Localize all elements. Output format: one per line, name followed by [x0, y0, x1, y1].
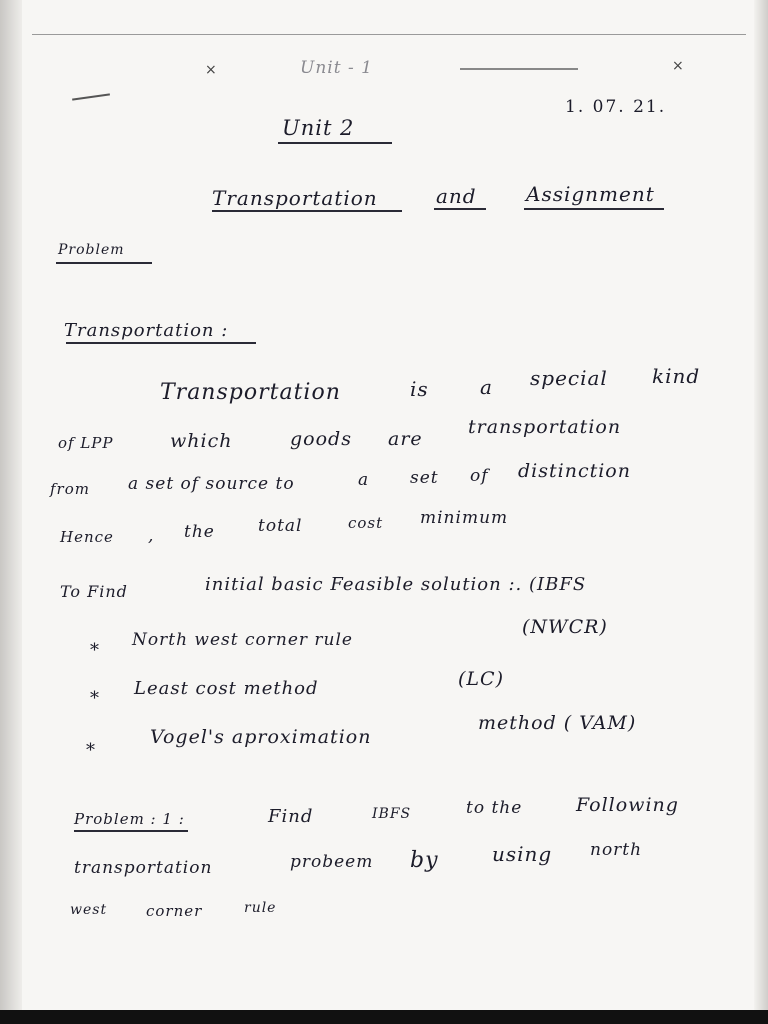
def-word: of LPP	[58, 434, 114, 452]
problem1-word: corner	[146, 902, 203, 920]
def-word: Hence	[60, 528, 114, 546]
def-word: Transportation	[160, 380, 341, 405]
def-word: which	[170, 430, 233, 452]
def-word: a	[358, 470, 370, 490]
top-rule-line	[32, 34, 746, 35]
topic-word-3: Assignment	[526, 182, 655, 206]
def-word: is	[410, 377, 429, 401]
problem1-word: Find	[268, 806, 314, 827]
section-heading-underline	[66, 342, 256, 344]
def-word: goods	[290, 428, 352, 450]
topic-word-1: Transportation	[212, 186, 378, 210]
problem-label: Problem	[58, 242, 125, 258]
method-name: Vogel's aproximation	[150, 726, 372, 748]
unit-title: Unit 2	[282, 116, 355, 140]
method-abbr: (LC)	[458, 668, 504, 690]
ibfs-lead: To Find	[60, 582, 128, 601]
problem1-word: transportation	[74, 858, 213, 878]
problem1-word: rule	[244, 900, 277, 916]
bullet-star: *	[86, 740, 96, 761]
problem1-word: probeem	[290, 852, 374, 872]
ghost-unit-title: Unit - 1	[300, 58, 373, 78]
bullet-star: *	[90, 688, 100, 709]
def-word: distinction	[518, 460, 631, 482]
def-word: set	[410, 468, 439, 488]
problem1-word: using	[492, 842, 553, 866]
problem1-label: Problem : 1 :	[74, 810, 185, 828]
problem1-word: IBFS	[372, 806, 412, 822]
ibfs-phrase: initial basic Feasible solution :. (IBFS	[205, 574, 587, 595]
topic-word-3-underline	[524, 208, 664, 210]
def-word: of	[470, 466, 489, 486]
ghost-stroke	[72, 93, 110, 100]
topic-word-2: and	[436, 184, 477, 208]
bullet-star: *	[90, 640, 100, 661]
problem-label-underline	[56, 262, 152, 264]
def-word: minimum	[420, 508, 509, 528]
page-left-shadow	[0, 0, 22, 1024]
problem1-word: Following	[576, 794, 679, 816]
problem1-word: west	[70, 902, 108, 918]
def-word: are	[388, 428, 423, 450]
def-word: kind	[652, 364, 701, 388]
method-name: North west corner rule	[132, 630, 353, 650]
method-abbr: method ( VAM)	[478, 712, 637, 734]
topic-word-2-underline	[434, 208, 486, 210]
def-word: transportation	[468, 416, 622, 438]
problem1-word: by	[410, 848, 439, 873]
page-bottom-shadow	[0, 1010, 768, 1024]
def-word: special	[530, 366, 608, 390]
def-word: a	[480, 375, 493, 399]
problem1-word: to the	[466, 798, 523, 818]
def-word: a set of source to	[128, 474, 295, 494]
problem1-word: north	[590, 840, 643, 860]
page-right-shadow	[754, 0, 768, 1024]
method-abbr: (NWCR)	[522, 616, 608, 638]
cross-mark-right: ×	[672, 58, 684, 74]
def-word: the	[184, 522, 215, 542]
problem1-label-underline	[74, 830, 188, 832]
topic-word-1-underline	[212, 210, 402, 212]
def-word: from	[50, 480, 90, 498]
date: 1. 07. 21.	[565, 97, 667, 117]
def-word: ,	[148, 526, 155, 546]
unit-title-underline	[278, 142, 392, 144]
ghost-stroke	[460, 68, 578, 70]
section-heading: Transportation :	[64, 320, 229, 341]
method-name: Least cost method	[134, 678, 319, 699]
def-word: cost	[348, 514, 384, 532]
cross-mark-left: ×	[205, 62, 217, 78]
def-word: total	[258, 516, 303, 536]
